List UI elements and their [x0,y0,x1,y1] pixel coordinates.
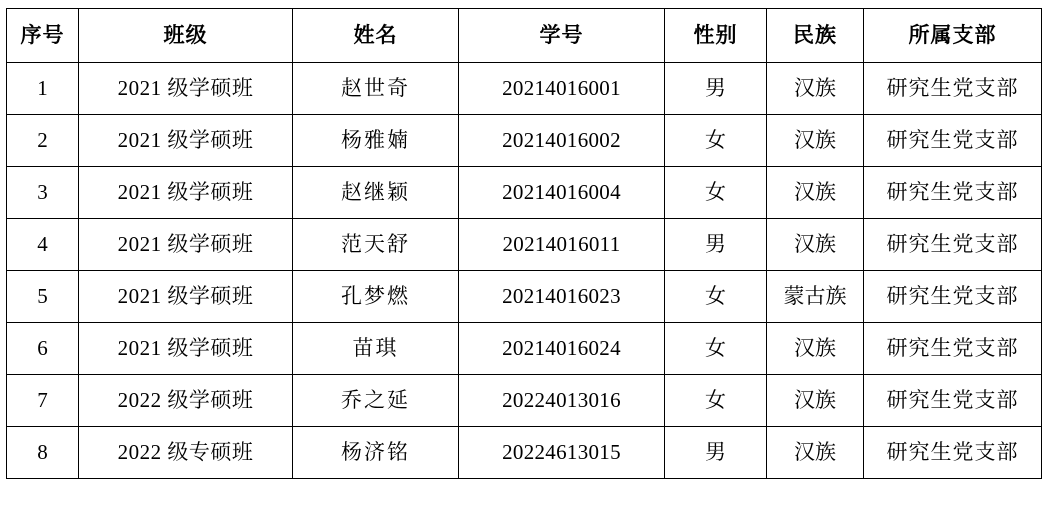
cell-branch: 研究生党支部 [864,167,1042,219]
cell-branch: 研究生党支部 [864,115,1042,167]
cell-index: 3 [7,167,79,219]
cell-sex: 女 [665,323,767,375]
cell-index: 1 [7,63,79,115]
cell-sid: 20214016001 [459,63,665,115]
cell-eth: 汉族 [767,115,864,167]
table-row [7,271,1042,323]
cell-sid: 20224013016 [459,375,665,427]
cell-eth: 汉族 [767,427,864,479]
cell-name: 孔梦燃 [293,271,459,323]
cell-class: 2022 级学硕班 [79,375,293,427]
cell-branch: 研究生党支部 [864,323,1042,375]
cell-class: 2021 级学硕班 [79,271,293,323]
cell-sex: 男 [665,63,767,115]
column-header-sex: 性别 [665,9,767,63]
table-row [7,167,1042,219]
cell-name: 范天舒 [293,219,459,271]
table-row [7,219,1042,271]
cell-class: 2022 级专硕班 [79,427,293,479]
table-row [7,375,1042,427]
column-header-class: 班级 [79,9,293,63]
table-header [7,9,1042,63]
cell-name: 杨雅婻 [293,115,459,167]
column-header-index: 序号 [7,9,79,63]
cell-branch: 研究生党支部 [864,63,1042,115]
cell-index: 4 [7,219,79,271]
cell-sid: 20214016002 [459,115,665,167]
cell-index: 5 [7,271,79,323]
cell-branch: 研究生党支部 [864,219,1042,271]
cell-sex: 女 [665,271,767,323]
cell-sid: 20214016024 [459,323,665,375]
cell-name: 乔之延 [293,375,459,427]
cell-eth: 汉族 [767,63,864,115]
cell-sid: 20224613015 [459,427,665,479]
cell-index: 8 [7,427,79,479]
table-row [7,427,1042,479]
student-roster-table [6,8,1042,479]
cell-name: 赵世奇 [293,63,459,115]
cell-sid: 20214016011 [459,219,665,271]
table-header-row [7,9,1042,63]
cell-eth: 汉族 [767,167,864,219]
cell-sex: 女 [665,115,767,167]
column-header-branch: 所属支部 [864,9,1042,63]
cell-class: 2021 级学硕班 [79,219,293,271]
cell-class: 2021 级学硕班 [79,323,293,375]
table-body [7,63,1042,479]
cell-index: 6 [7,323,79,375]
cell-name: 杨济铭 [293,427,459,479]
cell-sid: 20214016023 [459,271,665,323]
table-row [7,115,1042,167]
cell-eth: 汉族 [767,323,864,375]
table-row [7,63,1042,115]
cell-name: 苗琪 [293,323,459,375]
cell-index: 7 [7,375,79,427]
cell-branch: 研究生党支部 [864,375,1042,427]
cell-class: 2021 级学硕班 [79,115,293,167]
cell-eth: 汉族 [767,219,864,271]
cell-branch: 研究生党支部 [864,427,1042,479]
table-row [7,323,1042,375]
cell-sex: 女 [665,375,767,427]
cell-name: 赵继颖 [293,167,459,219]
cell-branch: 研究生党支部 [864,271,1042,323]
column-header-name: 姓名 [293,9,459,63]
cell-sid: 20214016004 [459,167,665,219]
column-header-sid: 学号 [459,9,665,63]
cell-sex: 男 [665,427,767,479]
column-header-eth: 民族 [767,9,864,63]
cell-class: 2021 级学硕班 [79,63,293,115]
cell-index: 2 [7,115,79,167]
cell-eth: 汉族 [767,375,864,427]
cell-eth: 蒙古族 [767,271,864,323]
cell-sex: 男 [665,219,767,271]
cell-class: 2021 级学硕班 [79,167,293,219]
cell-sex: 女 [665,167,767,219]
